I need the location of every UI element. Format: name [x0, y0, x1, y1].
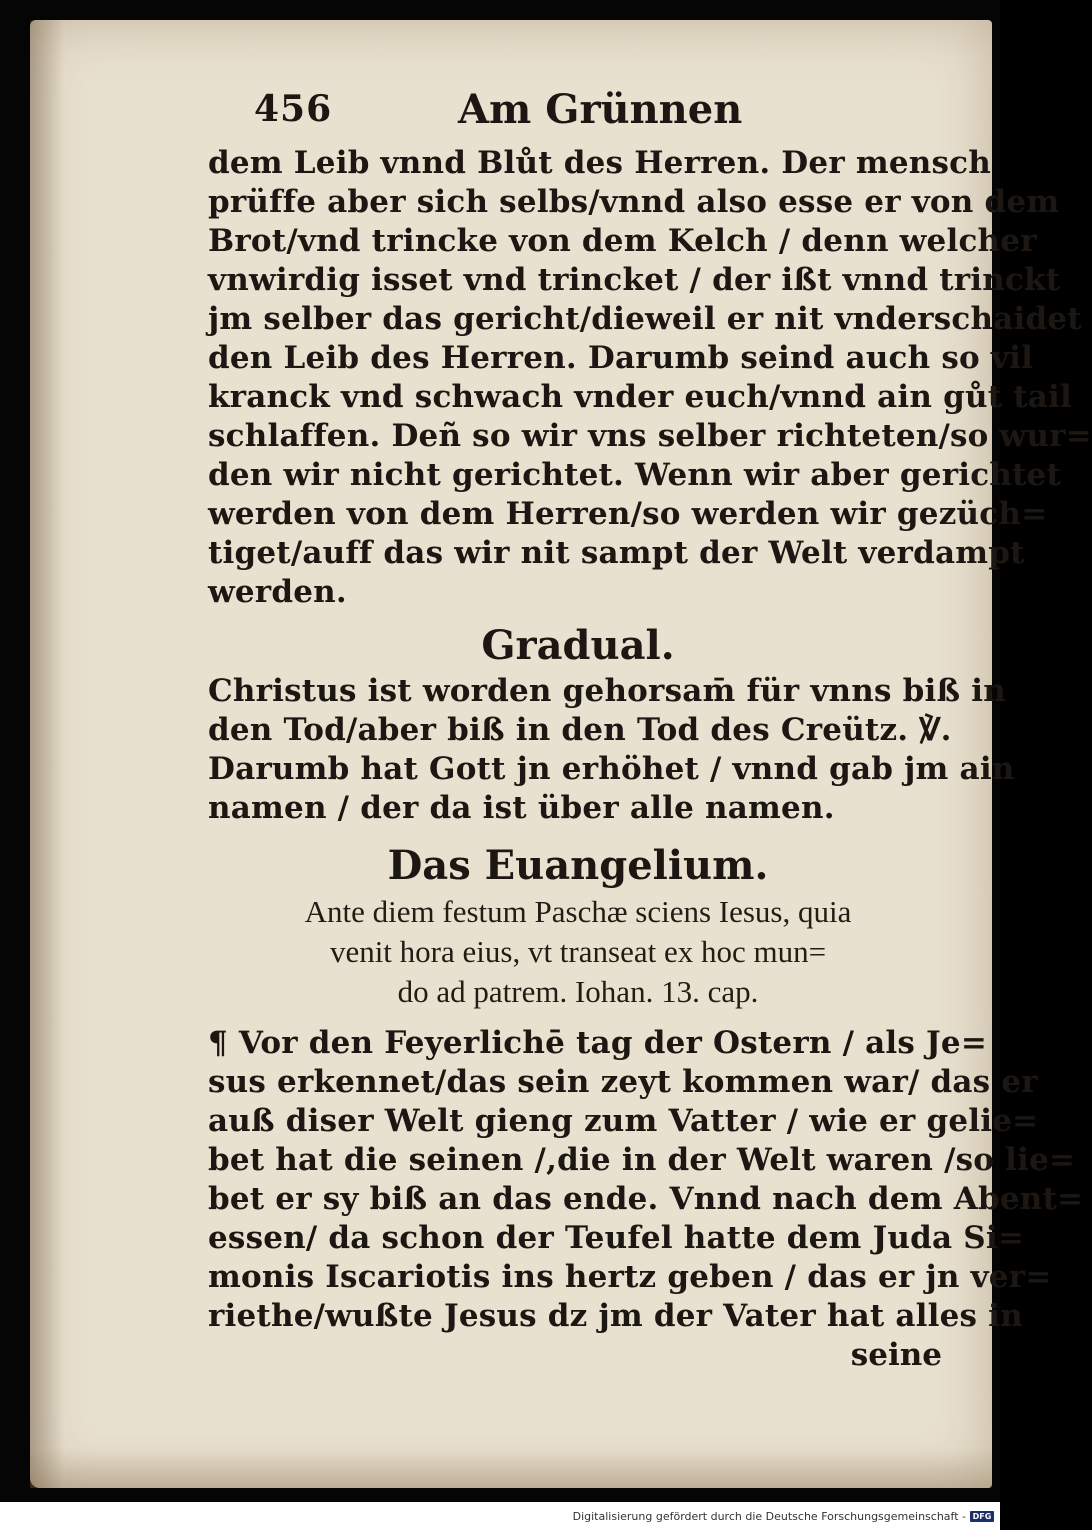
gospel-line: monis Iscariotis ins hertz geben / das er jn ver= [208, 1259, 1052, 1295]
gospel-line: sus erkennet/das sein zeyt kommen war/ das er [208, 1064, 1038, 1100]
gradual-line: Christus ist worden gehorsam̄ für vnns biß in [208, 673, 1006, 709]
latin-line: venit hora eius, vt transeat ex hoc mun= [329, 934, 827, 969]
funding-credit: Digitalisierung gefördert durch die Deutsche Forschungsgemeinschaft - [572, 1510, 966, 1523]
gospel-line: bet hat die seinen /,die in der Welt waren /so lie= [208, 1142, 1076, 1178]
gradual-line: Darumb hat Gott jn erhöhet / vnnd gab jm ain [208, 751, 1015, 787]
dfg-logo-icon: DFG [970, 1511, 994, 1522]
gradual-heading: Gradual. [481, 622, 675, 669]
body-line: prüffe aber sich selbs/vnnd also esse er von dem [208, 184, 1060, 220]
body-line: den Leib des Herren. Darumb seind auch so vil [208, 340, 1034, 376]
gospel-line: riethe/wußte Jesus dz jm der Vater hat alles in [208, 1298, 1023, 1334]
latin-line: do ad patrem. Iohan. 13. cap. [397, 974, 759, 1009]
gradual-line: den Tod/aber biß in den Tod des Creütz. ℣. [208, 712, 952, 748]
gospel-text [208, 1024, 1084, 1336]
folio-number: 456 [254, 88, 333, 130]
body-line: dem Leib vnnd Blůt des Herren. Der mensch [208, 145, 991, 181]
body-line: tiget/auff das wir nit sampt der Welt verdampt [208, 535, 1025, 571]
body-line: werden. [208, 574, 347, 610]
gospel-heading: Das Euangelium. [387, 842, 769, 889]
body-line: jm selber das gericht/dieweil er nit vnderschaidet [208, 301, 1082, 337]
gradual-text [208, 672, 1015, 828]
epistle-text [208, 144, 1092, 612]
body-line: Brot/vnd trincke von dem Kelch / denn welcher [208, 223, 1037, 259]
footer-bar [0, 1502, 1000, 1530]
gospel-line: auß diser Welt gieng zum Vatter / wie er gelie= [208, 1103, 1039, 1139]
page-header [208, 88, 948, 144]
latin-line: Ante diem festum Paschæ sciens Iesus, quia [304, 894, 852, 929]
body-line: kranck vnd schwach vnder euch/vnnd ain gůt tail [208, 379, 1072, 415]
gospel-line: bet er sy biß an das ende. Vnnd nach dem Abent= [208, 1181, 1084, 1217]
gradual-line: namen / der da ist über alle namen. [208, 790, 835, 826]
gospel-line: ¶ Vor den Feyerlichē tag der Ostern / als Je= [208, 1025, 987, 1061]
gospel-latin-incipit [208, 892, 948, 1012]
running-head: Am Grünnen [458, 86, 743, 133]
book-page [30, 20, 1092, 1488]
body-line: schlaffen. Deñ so wir vns selber richteten/so wur= [208, 418, 1092, 454]
body-line: werden von dem Herren/so werden wir gezüch= [208, 496, 1048, 532]
gospel-line: essen/ da schon der Teufel hatte dem Juda Si= [208, 1220, 1025, 1256]
catchword: seine [850, 1337, 942, 1373]
body-line: vnwirdig isset vnd trincket / der ißt vnnd trinckt [208, 262, 1061, 298]
body-line: den wir nicht gerichtet. Wenn wir aber gerichtet [208, 457, 1061, 493]
text-block [208, 86, 1092, 1375]
